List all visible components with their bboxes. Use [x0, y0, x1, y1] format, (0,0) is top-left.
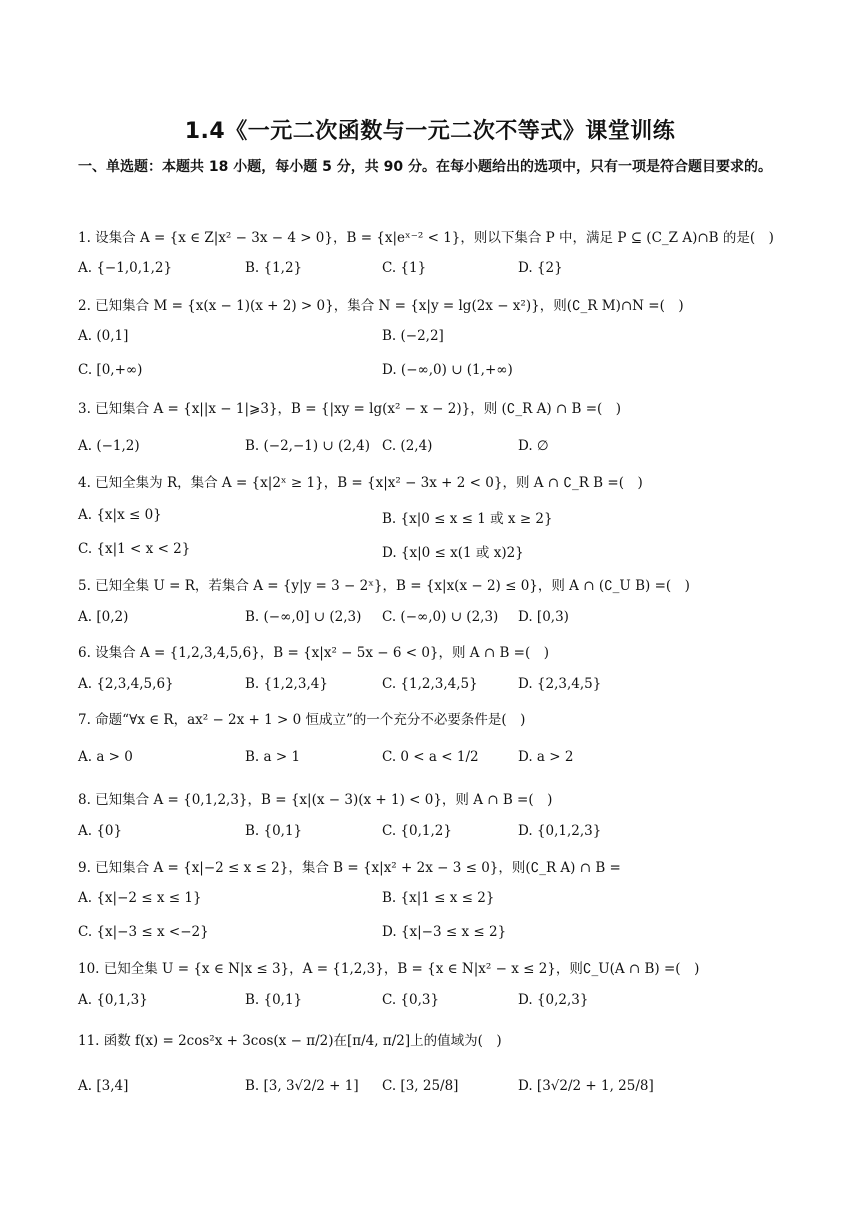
- answer-option: D. {2}: [518, 260, 563, 276]
- answer-option: A. {x|x ≤ 0}: [78, 507, 162, 523]
- answer-option: C. {1,2,3,4,5}: [382, 676, 478, 692]
- answer-option: B. {x|1 ≤ x ≤ 2}: [382, 890, 495, 906]
- answer-option: A. (−1,2): [78, 438, 140, 454]
- question-stem: 5. 已知全集 U = R，若集合 A = {y|y = 3 − 2ˣ}，B = {x|x(x − 2) ≤ 0}，则 A ∩ (∁_U B) =( ): [78, 578, 690, 594]
- answer-option: B. {1,2}: [245, 260, 303, 276]
- answer-option: C. (2,4): [382, 438, 433, 454]
- question-stem: 1. 设集合 A = {x ∈ Z|x² − 3x − 4 > 0}，B = {x|eˣ⁻² < 1}，则以下集合 P 中，满足 P ⊆ (C_Z A)∩B 的是( ): [78, 230, 774, 246]
- answer-option: C. {0,1,2}: [382, 823, 452, 839]
- answer-option: B. (−2,−1) ∪ (2,4): [245, 438, 371, 454]
- answer-option: C. {x|1 < x < 2}: [78, 541, 191, 557]
- answer-option: B. {0,1}: [245, 823, 303, 839]
- question-stem: 9. 已知集合 A = {x|−2 ≤ x ≤ 2}，集合 B = {x|x² + 2x − 3 ≤ 0}，则(∁_R A) ∩ B =: [78, 860, 621, 876]
- question-stem: 11. 函数 f(x) = 2cos²x + 3cos(x − π/2)在[π/4, π/2]上的值域为( ): [78, 1033, 502, 1049]
- question-stem: 10. 已知全集 U = {x ∈ N|x ≤ 3}，A = {1,2,3}，B = {x ∈ N|x² − x ≤ 2}，则∁_U(A ∩ B) =( ): [78, 961, 700, 977]
- answer-option: D. a > 2: [518, 749, 574, 765]
- answer-option: A. a > 0: [78, 749, 133, 765]
- answer-option: C. (−∞,0) ∪ (2,3): [382, 609, 499, 625]
- answer-option: B. (−2,2]: [382, 328, 444, 344]
- section-instructions: 一、单选题：本题共 18 小题，每小题 5 分，共 90 分。在每小题给出的选项中，只有一项是符合题目要求的。: [78, 159, 772, 175]
- answer-option: A. {0}: [78, 823, 123, 839]
- answer-option: D. {0,1,2,3}: [518, 823, 602, 839]
- question-stem: 3. 已知集合 A = {x||x − 1|⩾3}，B = {|xy = lg(x² − x − 2)}，则 (∁_R A) ∩ B =( ): [78, 401, 622, 417]
- answer-option: B. {x|0 ≤ x ≤ 1 或 x ≥ 2}: [382, 511, 553, 527]
- answer-option: B. a > 1: [245, 749, 301, 765]
- answer-option: B. {0,1}: [245, 992, 303, 1008]
- answer-option: D. {2,3,4,5}: [518, 676, 602, 692]
- answer-option: A. {2,3,4,5,6}: [78, 676, 174, 692]
- answer-option: D. {x|−3 ≤ x ≤ 2}: [382, 924, 507, 940]
- answer-option: B. (−∞,0] ∪ (2,3): [245, 609, 362, 625]
- answer-option: C. [0,+∞): [78, 362, 143, 378]
- answer-option: D. [3√2/2 + 1, 25/8]: [518, 1078, 654, 1094]
- answer-option: A. {0,1,3}: [78, 992, 148, 1008]
- page-title: 1.4《一元二次函数与一元二次不等式》课堂训练: [184, 119, 676, 144]
- answer-option: A. [3,4]: [78, 1078, 129, 1094]
- answer-option: A. (0,1]: [78, 328, 129, 344]
- question-stem: 6. 设集合 A = {1,2,3,4,5,6}，B = {x|x² − 5x − 6 < 0}，则 A ∩ B =( ): [78, 645, 550, 661]
- question-stem: 2. 已知集合 M = {x(x − 1)(x + 2) > 0}，集合 N = {x|y = lg(2x − x²)}，则(∁_R M)∩N =( ): [78, 298, 684, 314]
- answer-option: D. ∅: [518, 438, 549, 454]
- answer-option: D. {x|0 ≤ x(1 或 x)2}: [382, 545, 524, 561]
- answer-option: C. {x|−3 ≤ x <−2}: [78, 924, 209, 940]
- question-stem: 4. 已知全集为 R，集合 A = {x|2ˣ ≥ 1}，B = {x|x² − 3x + 2 < 0}，则 A ∩ ∁_R B =( ): [78, 475, 643, 491]
- question-stem: 8. 已知集合 A = {0,1,2,3}，B = {x|(x − 3)(x + 1) < 0}，则 A ∩ B =( ): [78, 792, 553, 808]
- answer-option: D. (−∞,0) ∪ (1,+∞): [382, 362, 513, 378]
- answer-option: C. [3, 25/8]: [382, 1078, 459, 1094]
- answer-option: A. [0,2): [78, 609, 129, 625]
- answer-option: C. 0 < a < 1/2: [382, 749, 479, 765]
- question-stem: 7. 命题“∀x ∈ R，ax² − 2x + 1 > 0 恒成立”的一个充分不必要条件是( ): [78, 712, 526, 728]
- answer-option: A. {−1,0,1,2}: [78, 260, 173, 276]
- answer-option: C. {0,3}: [382, 992, 440, 1008]
- answer-option: D. {0,2,3}: [518, 992, 589, 1008]
- answer-option: C. {1}: [382, 260, 427, 276]
- answer-option: B. [3, 3√2/2 + 1]: [245, 1078, 359, 1094]
- answer-option: B. {1,2,3,4}: [245, 676, 328, 692]
- answer-option: D. [0,3): [518, 609, 569, 625]
- answer-option: A. {x|−2 ≤ x ≤ 1}: [78, 890, 202, 906]
